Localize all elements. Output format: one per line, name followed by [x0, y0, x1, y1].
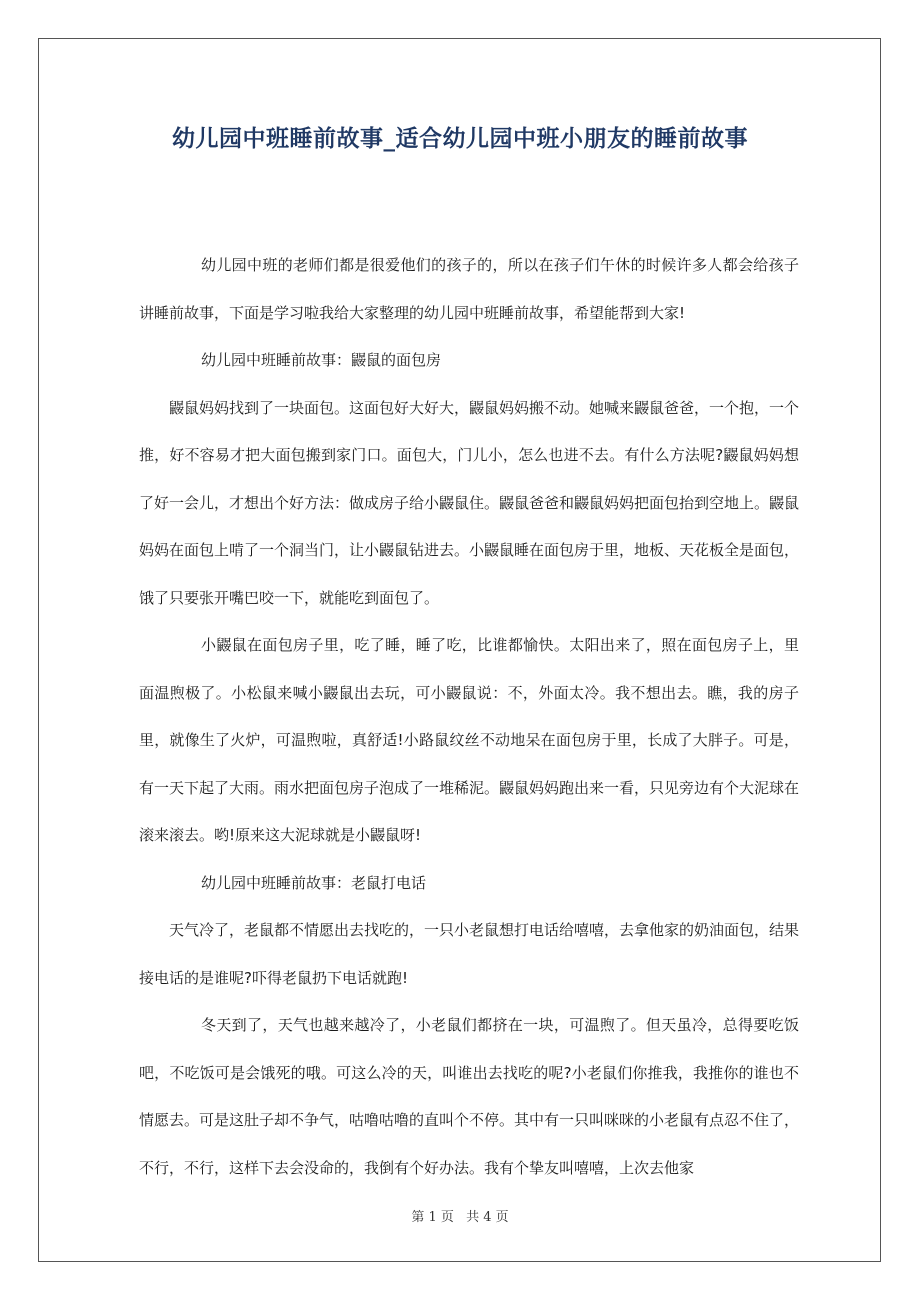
document-title: 幼儿园中班睡前故事_适合幼儿园中班小朋友的睡前故事 — [172, 126, 748, 152]
document-body — [139, 242, 799, 1192]
story-heading-2: 幼儿园中班睡前故事：老鼠打电话 — [201, 873, 427, 892]
story-paragraph: 冬天到了，天气也越来越冷了，小老鼠们都挤在一块，可温煦了。但天虽冷，总得要吃饭吧，不吃饭可是会饿死的哦。可这么冷的天，叫谁出去找吃的呢?小老鼠们你推我，我推你的谁也不情愿去。可是这肚子却不争气，咕噜咕噜的直叫个不停。其中有一只叫咪咪的小老鼠有点忍不住了，不行，不行，这样下去会没命的，我倒有个好办法。我有个挚友叫嘻嘻，上次去他家 — [139, 1016, 800, 1177]
story-paragraph: 天气冷了，老鼠都不情愿出去找吃的，一只小老鼠想打电话给嘻嘻，去拿他家的奶油面包，结果接电话的是谁呢?吓得老鼠扔下电话就跑! — [139, 921, 800, 987]
story-paragraph: 小鼹鼠在面包房子里，吃了睡，睡了吃，比谁都愉快。太阳出来了，照在面包房子上，里面温煦极了。小松鼠来喊小鼹鼠出去玩，可小鼹鼠说：不，外面太冷。我不想出去。瞧，我的房子里，就像生了火炉，可温煦啦，真舒适!小路鼠纹丝不动地呆在面包房于里，长成了大胖子。可是，有一天下起了大雨。雨水把面包房子泡成了一堆稀泥。鼹鼠妈妈跑出来一看，只见旁边有个大泥球在滚来滚去。哟!原来这大泥球就是小鼹鼠呀! — [139, 636, 800, 844]
story-paragraph: 鼹鼠妈妈找到了一块面包。这面包好大好大，鼹鼠妈妈搬不动。她喊来鼹鼠爸爸，一个抱，一个推，好不容易才把大面包搬到家门口。面包大，门儿小，怎么也进不去。有什么方法呢?鼹鼠妈妈想了好一会儿，才想出个好方法：做成房子给小鼹鼠住。鼹鼠爸爸和鼹鼠妈妈把面包抬到空地上。鼹鼠妈妈在面包上啃了一个洞当门，让小鼹鼠钻进去。小鼹鼠睡在面包房于里，地板、天花板全是面包，饿了只要张开嘴巴咬一下，就能吃到面包了。 — [139, 398, 800, 607]
page-footer — [0, 1206, 920, 1225]
story-heading-1: 幼儿园中班睡前故事：鼹鼠的面包房 — [201, 351, 442, 369]
page-total: 共 4 页 — [466, 1210, 509, 1225]
page-number: 第 1 页 — [411, 1210, 454, 1225]
intro-paragraph: 幼儿园中班的老师们都是很爱他们的孩子的，所以在孩子们午休的时候许多人都会给孩子讲睡前故事，下面是学习啦我给大家整理的幼儿园中班睡前故事，希望能帮到大家! — [139, 256, 799, 322]
